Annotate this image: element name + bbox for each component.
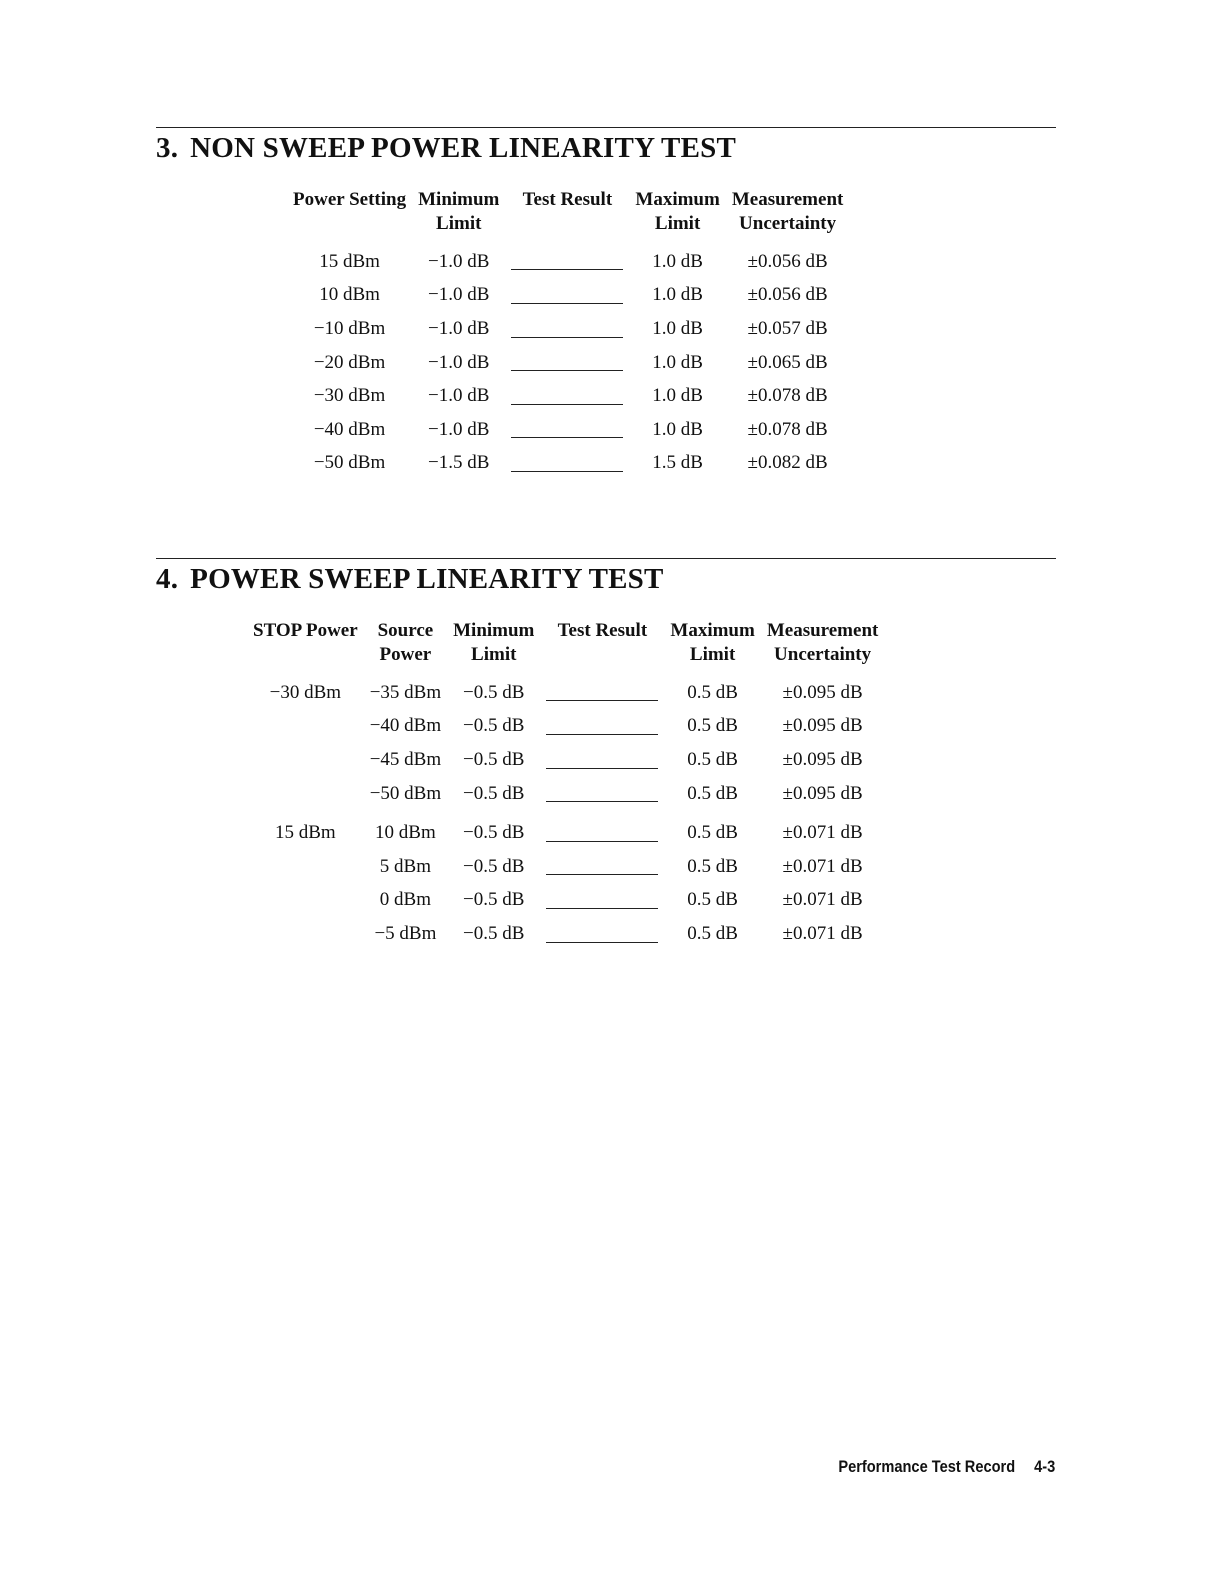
- stop-power: [247, 917, 364, 951]
- minimum-limit: −1.0 dB: [428, 317, 490, 339]
- maximum-limit: 1.0 dB: [652, 250, 703, 272]
- test-result-field[interactable]: [505, 312, 629, 346]
- minimum-limit: −1.0 dB: [428, 418, 490, 440]
- maximum-limit: 1.0 dB: [652, 351, 703, 373]
- measurement-uncertainty: ±0.056 dB: [747, 250, 828, 272]
- table-row: [287, 379, 849, 413]
- measurement-uncertainty: ±0.095 dB: [782, 748, 863, 770]
- minimum-limit: −1.0 dB: [428, 385, 490, 407]
- test-result-field[interactable]: [540, 777, 664, 811]
- source-power: 5 dBm: [379, 855, 431, 877]
- col-header-test-result: Test Result: [522, 189, 613, 210]
- table-row: [247, 676, 884, 710]
- maximum-limit: 1.0 dB: [652, 385, 703, 407]
- maximum-limit: 0.5 dB: [687, 782, 738, 804]
- measurement-uncertainty: ±0.071 dB: [782, 822, 863, 844]
- minimum-limit: −1.5 dB: [428, 452, 490, 474]
- nonsweep-linearity-table: [287, 188, 849, 480]
- maximum-limit: 0.5 dB: [687, 681, 738, 703]
- test-result-blank[interactable]: [511, 355, 623, 371]
- test-result-field[interactable]: [505, 279, 629, 313]
- minimum-limit: −1.0 dB: [428, 250, 490, 272]
- table-header-row: [247, 619, 884, 676]
- stop-power: −30 dBm: [269, 681, 342, 703]
- test-result-field[interactable]: [505, 346, 629, 380]
- measurement-uncertainty: ±0.078 dB: [747, 385, 828, 407]
- minimum-limit: −0.5 dB: [463, 681, 525, 703]
- measurement-uncertainty: ±0.071 dB: [782, 889, 863, 911]
- page-number: 4-3: [1033, 1457, 1055, 1476]
- col-header-maximum-limit: Maximum Limit: [670, 620, 755, 665]
- power-setting: −30 dBm: [313, 385, 386, 407]
- test-result-field[interactable]: [540, 743, 664, 777]
- source-power: −5 dBm: [374, 922, 437, 944]
- source-power: −35 dBm: [369, 681, 442, 703]
- measurement-uncertainty: ±0.082 dB: [747, 452, 828, 474]
- maximum-limit: 0.5 dB: [687, 855, 738, 877]
- test-result-field[interactable]: [505, 245, 629, 279]
- footer-label: Performance Test Record: [838, 1457, 1015, 1476]
- test-result-blank[interactable]: [546, 893, 658, 909]
- table-row: [247, 743, 884, 777]
- table-row: [247, 710, 884, 744]
- maximum-limit: 1.0 dB: [652, 418, 703, 440]
- stop-power: 15 dBm: [274, 822, 336, 844]
- maximum-limit: 0.5 dB: [687, 889, 738, 911]
- test-result-blank[interactable]: [546, 927, 658, 943]
- test-result-field[interactable]: [540, 710, 664, 744]
- minimum-limit: −0.5 dB: [463, 889, 525, 911]
- section-3-title: NON SWEEP POWER LINEARITY TEST: [190, 132, 737, 164]
- test-result-field[interactable]: [540, 917, 664, 951]
- table-row: [287, 447, 849, 481]
- table-row: [247, 816, 884, 850]
- table-row: [247, 850, 884, 884]
- maximum-limit: 0.5 dB: [687, 922, 738, 944]
- section-4-title: POWER SWEEP LINEARITY TEST: [190, 563, 664, 595]
- test-result-blank[interactable]: [546, 826, 658, 842]
- maximum-limit: 0.5 dB: [687, 715, 738, 737]
- test-result-blank[interactable]: [511, 422, 623, 438]
- minimum-limit: −1.0 dB: [428, 351, 490, 373]
- table-row: [287, 346, 849, 380]
- test-result-field[interactable]: [505, 447, 629, 481]
- test-result-blank[interactable]: [511, 389, 623, 405]
- test-result-blank[interactable]: [546, 685, 658, 701]
- col-header-power-setting: Power Setting: [293, 189, 407, 210]
- stop-power: [247, 884, 364, 918]
- table-header-row: [287, 188, 849, 245]
- stop-power: [247, 743, 364, 777]
- power-sweep-linearity-table: [247, 619, 884, 951]
- minimum-limit: −0.5 dB: [463, 782, 525, 804]
- test-result-blank[interactable]: [546, 753, 658, 769]
- test-result-blank[interactable]: [511, 254, 623, 270]
- col-header-stop-power: STOP Power: [253, 620, 358, 641]
- table-row: [247, 884, 884, 918]
- maximum-limit: 0.5 dB: [687, 748, 738, 770]
- section-4-heading: [156, 563, 664, 596]
- power-setting: 10 dBm: [319, 284, 380, 306]
- maximum-limit: 1.5 dB: [652, 452, 703, 474]
- test-result-field[interactable]: [540, 850, 664, 884]
- power-setting: −50 dBm: [313, 452, 386, 474]
- page-footer: [838, 1457, 1055, 1477]
- stop-power: [247, 710, 364, 744]
- col-header-minimum-limit: Minimum Limit: [418, 189, 500, 234]
- section-3-heading: [156, 132, 736, 165]
- table-row: [287, 279, 849, 313]
- source-power: −50 dBm: [369, 782, 442, 804]
- measurement-uncertainty: ±0.095 dB: [782, 715, 863, 737]
- source-power: 10 dBm: [375, 822, 436, 844]
- test-result-blank[interactable]: [546, 719, 658, 735]
- section-3-rule: [156, 127, 1056, 128]
- col-header-measurement-uncertainty: Measurement Uncertainty: [731, 189, 844, 234]
- test-result-field[interactable]: [505, 413, 629, 447]
- maximum-limit: 1.0 dB: [652, 284, 703, 306]
- maximum-limit: 0.5 dB: [687, 822, 738, 844]
- table-row: [287, 413, 849, 447]
- minimum-limit: −1.0 dB: [428, 284, 490, 306]
- minimum-limit: −0.5 dB: [463, 715, 525, 737]
- section-4-number: 4.: [156, 563, 179, 595]
- test-result-field[interactable]: [540, 884, 664, 918]
- minimum-limit: −0.5 dB: [463, 748, 525, 770]
- measurement-uncertainty: ±0.071 dB: [782, 855, 863, 877]
- table-row: [287, 245, 849, 279]
- test-result-blank[interactable]: [546, 859, 658, 875]
- table-row: [247, 777, 884, 811]
- source-power: −40 dBm: [369, 715, 442, 737]
- table-row: [287, 312, 849, 346]
- col-header-source-power: Source Power: [377, 620, 434, 665]
- test-result-blank[interactable]: [511, 456, 623, 472]
- source-power: −45 dBm: [369, 748, 442, 770]
- measurement-uncertainty: ±0.078 dB: [747, 418, 828, 440]
- measurement-uncertainty: ±0.095 dB: [782, 681, 863, 703]
- col-header-measurement-uncertainty: Measurement Uncertainty: [766, 620, 879, 665]
- measurement-uncertainty: ±0.095 dB: [782, 782, 863, 804]
- section-3-number: 3.: [156, 132, 179, 164]
- measurement-uncertainty: ±0.057 dB: [747, 317, 828, 339]
- col-header-minimum-limit: Minimum Limit: [453, 620, 535, 665]
- stop-power: [247, 777, 364, 811]
- test-result-blank[interactable]: [511, 322, 623, 338]
- test-result-field[interactable]: [505, 379, 629, 413]
- col-header-maximum-limit: Maximum Limit: [635, 189, 720, 234]
- test-result-field[interactable]: [540, 676, 664, 710]
- power-setting: −20 dBm: [313, 351, 386, 373]
- minimum-limit: −0.5 dB: [463, 855, 525, 877]
- power-setting: 15 dBm: [319, 250, 380, 272]
- measurement-uncertainty: ±0.056 dB: [747, 284, 828, 306]
- power-setting: −10 dBm: [313, 317, 386, 339]
- col-header-test-result: Test Result: [557, 620, 648, 641]
- source-power: 0 dBm: [379, 889, 431, 911]
- test-result-blank[interactable]: [546, 786, 658, 802]
- minimum-limit: −0.5 dB: [463, 922, 525, 944]
- measurement-uncertainty: ±0.065 dB: [747, 351, 828, 373]
- section-4-rule: [156, 558, 1056, 559]
- minimum-limit: −0.5 dB: [463, 822, 525, 844]
- stop-power: [247, 850, 364, 884]
- test-result-blank[interactable]: [511, 288, 623, 304]
- measurement-uncertainty: ±0.071 dB: [782, 922, 863, 944]
- maximum-limit: 1.0 dB: [652, 317, 703, 339]
- power-setting: −40 dBm: [313, 418, 386, 440]
- test-result-field[interactable]: [540, 816, 664, 850]
- table-row: [247, 917, 884, 951]
